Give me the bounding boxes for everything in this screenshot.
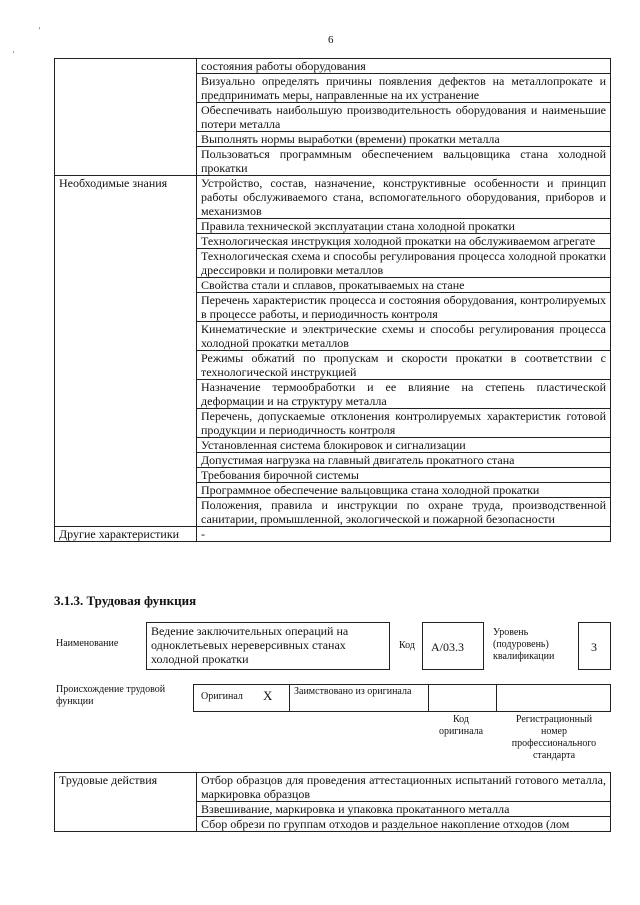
level-label: Уровень (подуровень) квалификации [493,627,555,662]
table-cell: Перечень характеристик процесса и состояния оборудования, контролируемых в процессе работы, и периодичность контроля [197,293,611,322]
table-cell: - [197,527,611,542]
name-label: Наименование [56,638,119,649]
table-cell: Взвешивание, маркировка и упаковка прокатанного металла [197,802,611,817]
table-cell: Технологическая схема и способы регулирования процесса холодной прокатки дрессировки и полировки металлов [197,249,611,278]
code-value: А/03.3 [431,640,464,654]
table-cell: Требования бирочной системы [197,468,611,483]
table-cell: Сбор обрези по группам отходов и раздельное накопление отходов (лом [197,817,611,832]
table-cell: Технологическая инструкция холодной прокатки на обслуживаемом агрегате [197,234,611,249]
table-cell: Пользоваться программным обеспечением вальцовщика стана холодной прокатки [197,147,611,176]
origin-divider [289,684,290,712]
table-cell: Устройство, состав, назначение, конструктивные особенности и принцип работы обслуживаемого стана, вспомогательного оборудования, приборов и механизмов [197,176,611,219]
original-label: Оригинал [201,691,243,702]
table-cell: Перечень, допускаемые отклонения контролируемых характеристик готовой продукции и периодичность контроля [197,409,611,438]
scan-mark: ⸒ [38,19,42,30]
origin-divider [496,684,497,712]
code-label: Код [399,640,415,651]
code-of-original-label: Код оригинала [438,714,484,737]
row-label: Трудовые действия [55,773,197,832]
table-cell: состояния работы оборудования [197,59,611,74]
table-cell: Отбор образцов для проведения аттестационных испытаний готового металла, маркировка образцов [197,773,611,802]
table-cell: Назначение термообработки и ее влияние на степень пластической деформации и на структуру металла [197,380,611,409]
origin-divider [428,684,429,712]
skills-knowledge-table [54,58,611,542]
table-cell: Допустимая нагрузка на главный двигатель прокатного стана [197,453,611,468]
table-cell: Положения, правила и инструкции по охране труда, производственной санитарии, промышленной, экологической и пожарной безопасности [197,498,611,527]
reg-number-label: Регистрационный номер профессионального стандарта [511,714,597,761]
table-cell: Выполнять нормы выработки (времени) прокатки металла [197,132,611,147]
table-row [55,773,611,802]
table-cell: Программное обеспечение вальцовщика стана холодной прокатки [197,483,611,498]
function-name-value: Ведение заключительных операций на одноклетьевых нереверсивных станах холодной прокатки [151,624,349,666]
level-value: 3 [591,640,597,654]
table-cell: Установленная система блокировок и сигнализации [197,438,611,453]
table-row [55,59,611,74]
row-label: Другие характеристики [55,527,197,542]
table-row [55,176,611,219]
table-cell: Обеспечивать наибольшую производительность оборудования и наименьшие потери металла [197,103,611,132]
page-number: 6 [328,34,334,46]
table-cell: Правила технической эксплуатации стана холодной прокатки [197,219,611,234]
table-cell: Кинематические и электрические схемы и способы регулирования процесса холодной прокатки металлов [197,322,611,351]
borrowed-label: Заимствовано из оригинала [294,686,412,697]
section-title: 3.1.3. Трудовая функция [54,593,197,608]
table-cell: Свойства стали и сплавов, прокатываемых на стане [197,278,611,293]
table-row [55,527,611,542]
table-cell: Режимы обжатий по пропускам и скорости прокатки в соответствии с технологической инструкцией [197,351,611,380]
row-label: Необходимые знания [55,176,197,527]
origin-label: Происхождение трудовой функции [56,684,166,707]
original-mark: X [263,688,273,703]
labor-actions-table [54,772,611,832]
row-label [55,59,197,176]
table-cell: Визуально определять причины появления дефектов на металлопрокате и предпринимать меры, направленные на их устранение [197,74,611,103]
scan-mark: ⸒ [12,43,16,54]
